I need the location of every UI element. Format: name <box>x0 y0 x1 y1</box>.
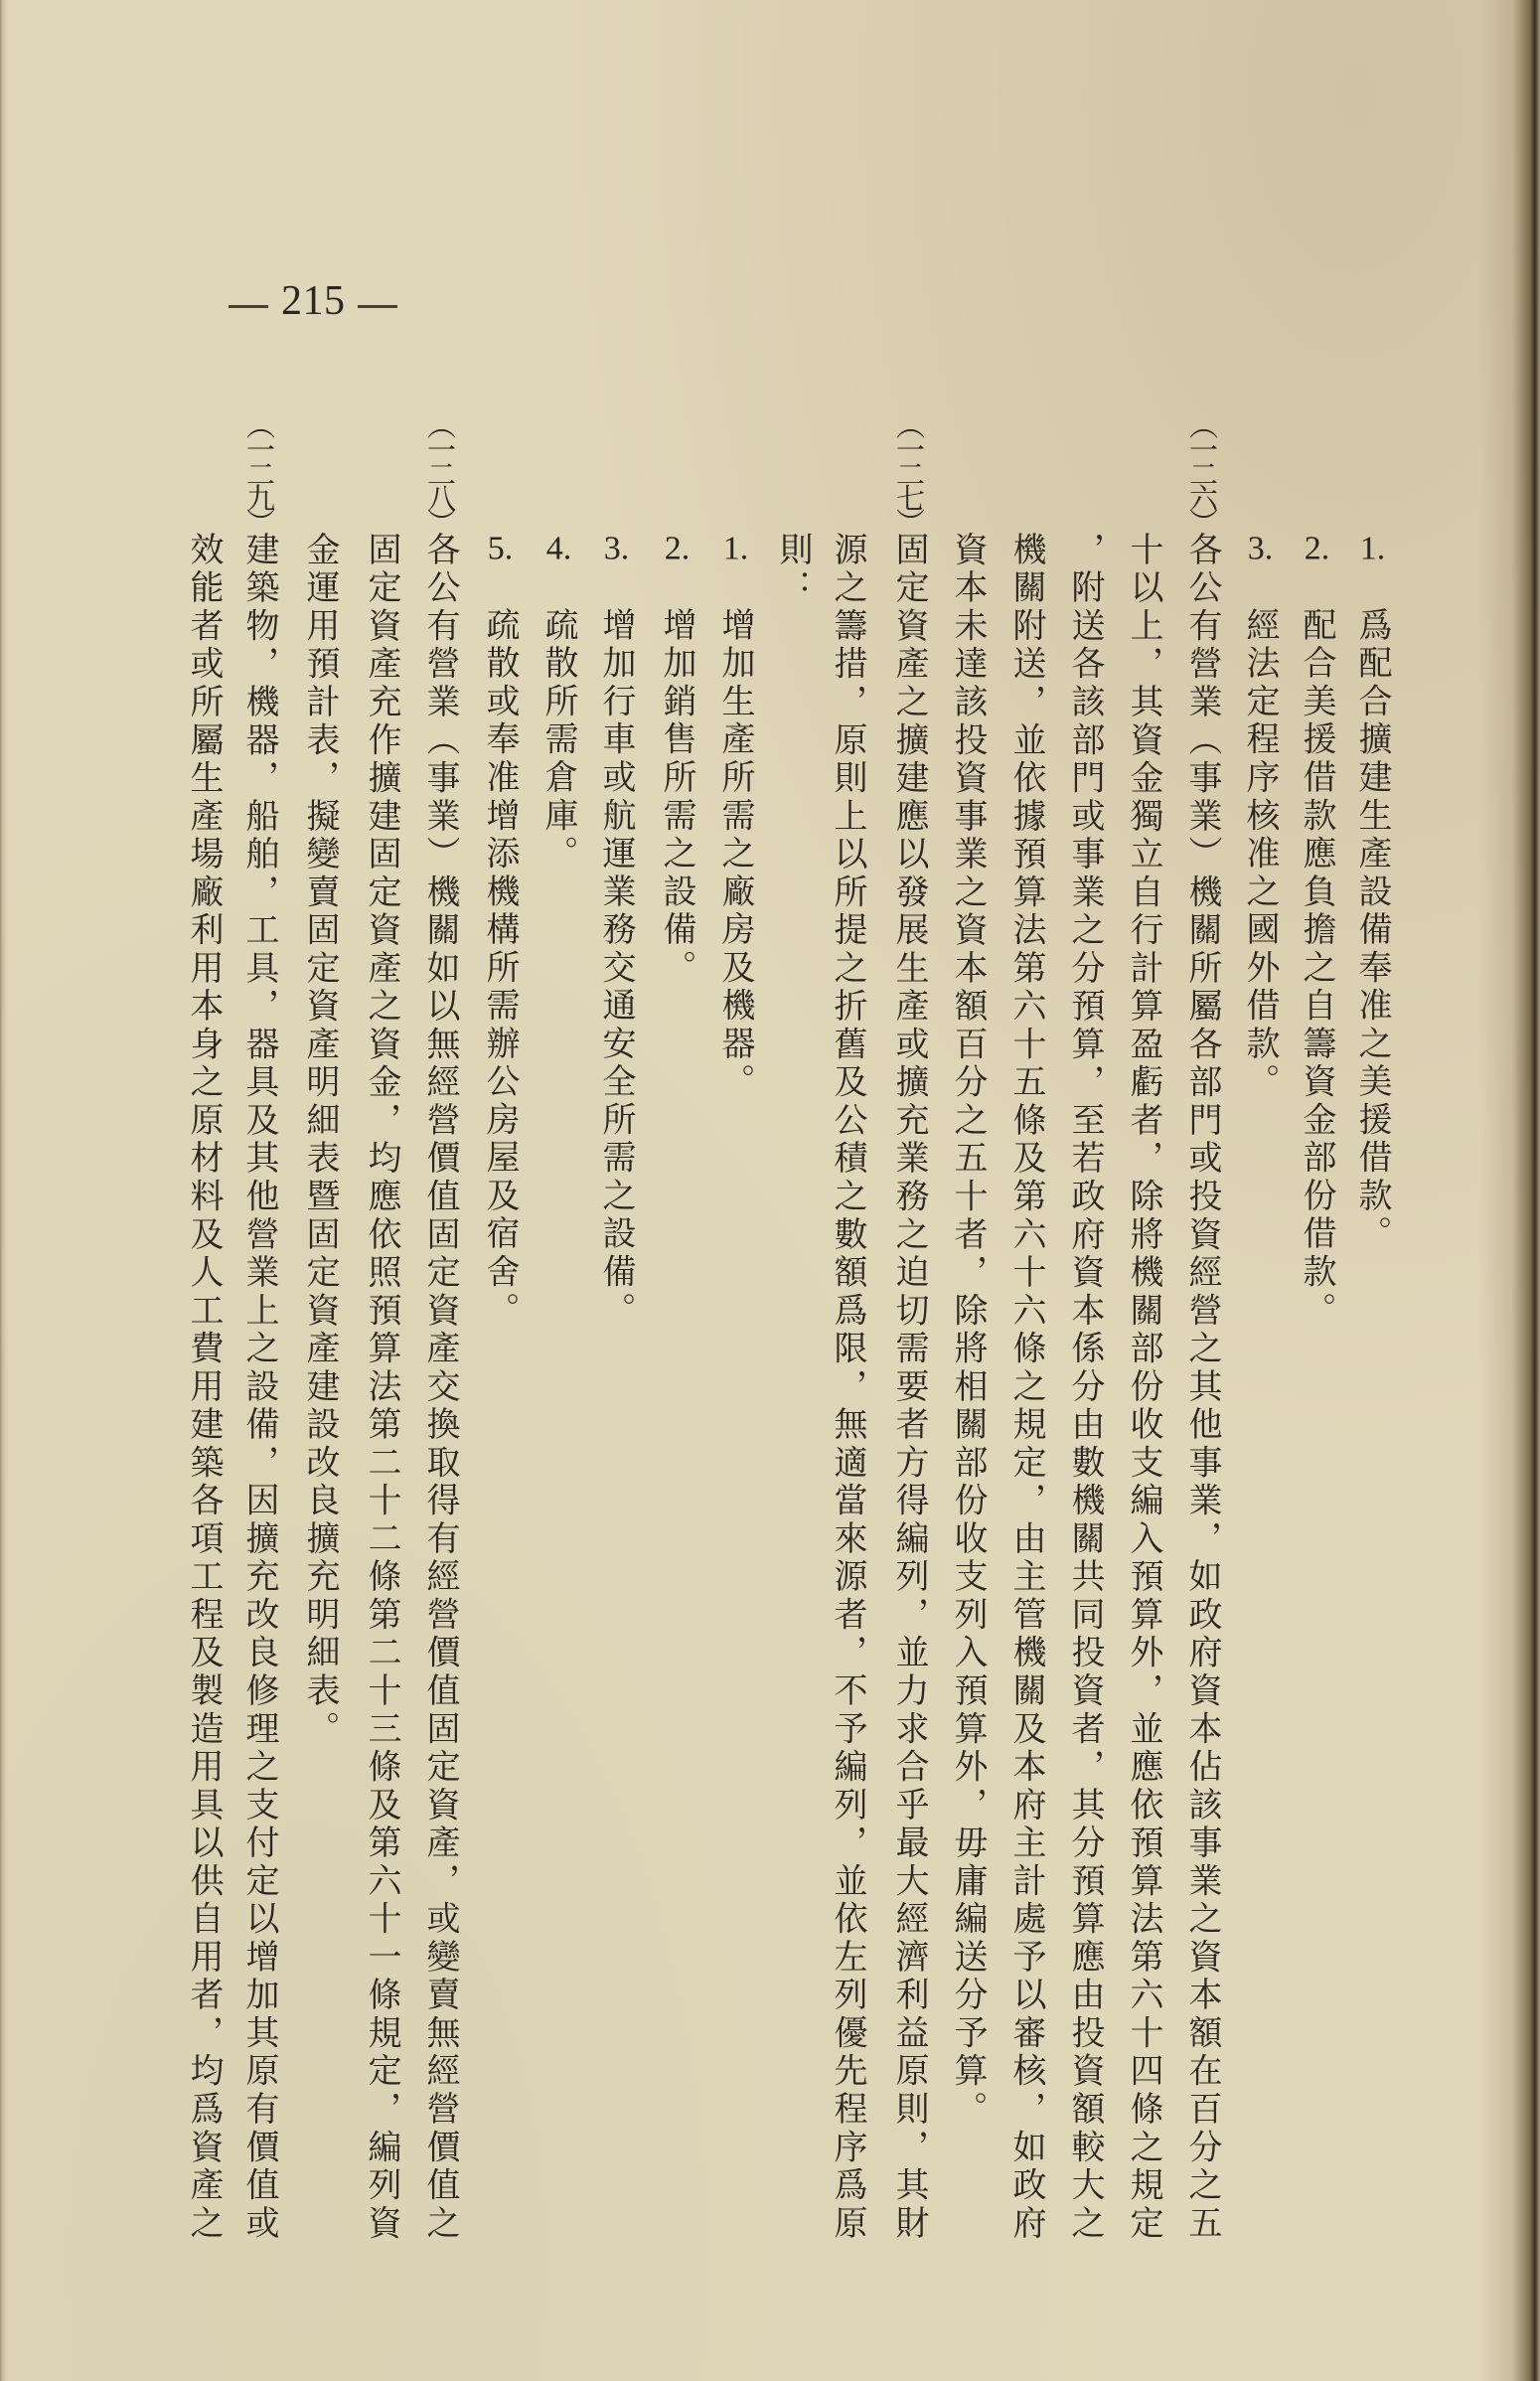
article-127-item-4-text: 疏散所需倉庫。 <box>539 607 578 873</box>
article-126-line-2: 十以上，其資金獨立自行計算盈虧者，除將機關部份收支編入預算外，並應依預算法第六十四條之規定 <box>1124 532 1163 2244</box>
continued-item-1-number <box>1352 532 1392 565</box>
continued-item-2-number <box>1297 532 1336 565</box>
article-129-number: （一二九） <box>242 410 276 533</box>
article-126-line-5: 資本未達該投資事業之資本額百分之五十者，除將相關部份收支列入預算外，毋庸編送分予算。 <box>948 532 988 2130</box>
dash-left <box>229 305 268 308</box>
item-number: 3. <box>1247 532 1274 565</box>
article-127-item-2-text: 增加銷售所需之設備。 <box>657 607 696 988</box>
continued-item-3-number <box>1240 532 1280 565</box>
article-127-item-5-text: 疏散或奉准增添機構所需辦公房屋及宿舍。 <box>480 607 520 1331</box>
article-126-line-1: 各公有營業（事業）機關所屬各部門或投資經營之其他事業，如政府資本佔該事業之資本額在百分之五 <box>1182 532 1222 2244</box>
item-number: 2. <box>1304 532 1330 565</box>
continued-item-2-text: 配合美援借款應負擔之自籌資金部份借款。 <box>1297 607 1336 1331</box>
item-number: 1. <box>1359 532 1386 565</box>
article-128-number: （一二八） <box>423 410 457 533</box>
item-number: 1. <box>722 532 749 565</box>
article-127-item-1-text: 增加生產所需之廠房及機器。 <box>715 607 755 1102</box>
article-127-item-4-number <box>539 532 578 565</box>
dash-right <box>358 305 397 308</box>
article-128-line-1: 各公有營業（事業）機關如以無經營價值固定資產交換取得有經營價值固定資產，或變賣無經營價值之 <box>420 532 460 2244</box>
continued-item-1-text: 爲配合擴建生產設備奉准之美援借款。 <box>1352 607 1392 1254</box>
article-126-number: （一二六） <box>1185 410 1219 533</box>
article-127-item-3-number <box>596 532 636 565</box>
article-127-line-3: 則： <box>773 532 813 608</box>
continued-item-3-text: 經法定程序核准之國外借款。 <box>1240 607 1280 1102</box>
item-number: 2. <box>664 532 691 565</box>
article-129-line-2: 效能者或所屬生產場廠利用本身之原材料及人工費用建築各項工程及製造用具以供自用者，均爲資產之 <box>184 532 224 2244</box>
page-number: 215 <box>281 278 346 324</box>
article-129-line-1: 建築物，機器，船舶，工具，器具及其他營業上之設備，因擴充改良修理之支付定以增加其原有價值或 <box>239 532 279 2244</box>
article-127-item-2-number <box>657 532 696 565</box>
article-128-line-2: 固定資產充作擴建固定資產之資金，均應依照預算法第二十二條第二十三條及第六十一條規定，編列資 <box>362 532 401 2244</box>
article-127-line-2: 源之籌措，原則上以所提之折舊及公積之數額爲限，無適當來源者，不予編列，並依左列優先程序爲原 <box>828 532 867 2244</box>
article-127-item-3-text: 增加行車或航運業務交通安全所需之設備。 <box>596 607 636 1331</box>
article-127-item-1-number <box>715 532 755 565</box>
article-126-line-4: 機關附送，並依據預算法第六十五條及第六十六條之規定，由主管機關及本府主計處予以審核，如政府 <box>1006 532 1046 2244</box>
item-number: 5. <box>487 532 514 565</box>
article-127-number: （一二七） <box>892 410 926 533</box>
article-126-line-3: ，附送各該部門或事業之分預算，至若政府資本係分由數機關共同投資者，其分預算應由投資額較大之 <box>1065 532 1105 2244</box>
item-number: 4. <box>545 532 572 565</box>
article-128-line-3: 金運用預計表，擬變賣固定資產明細表暨固定資產建設改良擴充明細表。 <box>300 532 340 1749</box>
article-127-item-5-number <box>480 532 520 565</box>
article-127-line-1: 固定資產之擴建應以發展生產或擴充業務之迫切需要者方得編列，並力求合乎最大經濟利益原則，其財 <box>889 532 929 2244</box>
item-number: 3. <box>603 532 630 565</box>
